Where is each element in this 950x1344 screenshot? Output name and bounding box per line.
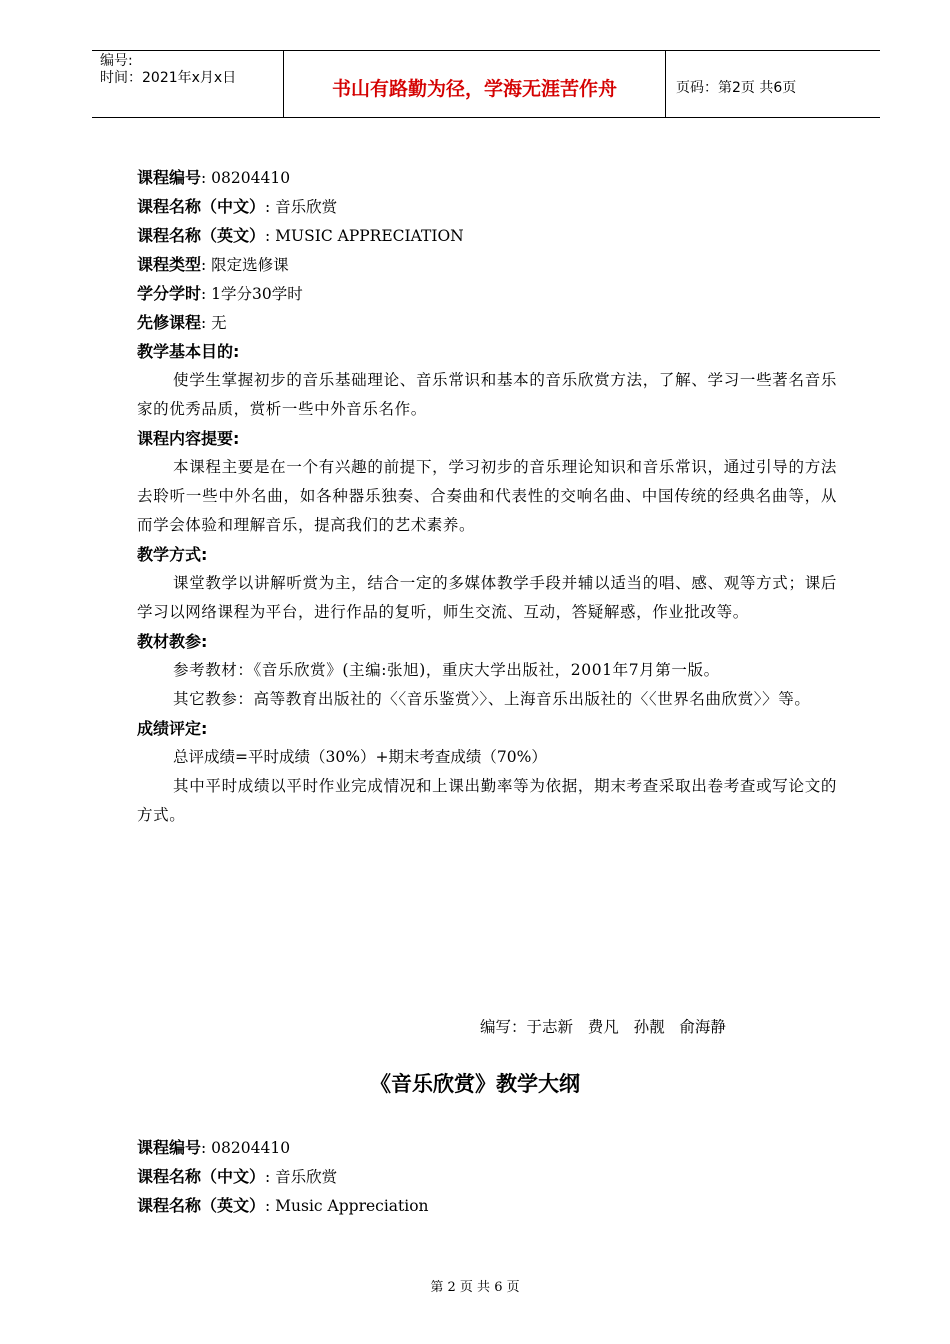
page-footer: 第 2 页 共 6 页: [430, 1280, 520, 1295]
purpose-heading: 教学基本目的:: [137, 342, 240, 361]
grading-text: 其中平时成绩以平时作业完成情况和上课出勤率等为依据，期末考查采取出卷考查或写论文的方式。: [137, 777, 837, 824]
course2-name-cn-row: [137, 1162, 837, 1191]
doc-number-label: 编号:: [100, 53, 133, 69]
course-name-cn-label: 课程名称（中文）: [137, 197, 266, 216]
course-name-en-row: [137, 221, 837, 250]
course-code-label: 课程编号: [137, 168, 202, 187]
course-code-row: [137, 163, 837, 192]
course-type-label: 课程类型: [137, 255, 202, 274]
course2-code-row: [137, 1133, 837, 1162]
summary-heading: 课程内容提要:: [137, 429, 240, 448]
method-text: 课堂教学以讲解听赏为主，结合一定的多媒体教学手段并辅以适当的唱、感、观等方式；课后学习以网络课程为平台，进行作品的复听，师生交流、互动，答疑解惑，作业批改等。: [137, 574, 837, 621]
header-page-info: 页码：第2页 共6页: [676, 80, 797, 96]
course-credits-value: : 1学分30学时: [201, 285, 303, 303]
syllabus-title: 《音乐欣赏》教学大纲: [370, 1072, 580, 1096]
grading-heading: 成绩评定:: [137, 719, 208, 738]
course-type-row: [137, 250, 837, 279]
materials-other: 其它教参：高等教育出版社的〈〈音乐鉴赏〉〉、上海音乐出版社的〈〈世界名曲欣赏〉〉等。: [173, 690, 811, 708]
course-credits-row: [137, 279, 837, 308]
summary-text: 本课程主要是在一个有兴趣的前提下，学习初步的音乐理论知识和音乐常识，通过引导的方法去聆听一些中外名曲，如各种器乐独奏、合奏曲和代表性的交响名曲、中国传统的经典名曲等，从而学会体验和理解音乐，提高我们的艺术素养。: [137, 458, 837, 534]
course2-name-cn-label: 课程名称（中文）: [137, 1167, 266, 1186]
method-heading: 教学方式:: [137, 545, 208, 564]
course-credits-label: 学分学时: [137, 284, 202, 303]
grading-formula: 总评成绩=平时成绩（30%）+期末考查成绩（70%）: [173, 748, 547, 766]
course2-name-en-label: 课程名称（英文）: [137, 1196, 266, 1215]
header-motto: 书山有路勤为径，学海无涯苦作舟: [284, 51, 666, 117]
course-name-cn-row: [137, 192, 837, 221]
course2-code-value: : 08204410: [201, 1139, 291, 1157]
materials-reference: 参考教材：《音乐欣赏》(主编:张旭)，重庆大学出版社，2001年7月第一版。: [173, 661, 720, 679]
page-header: [92, 50, 880, 118]
purpose-text: 使学生掌握初步的音乐基础理论、音乐常识和基本的音乐欣赏方法，了解、学习一些著名音乐家的优秀品质，赏析一些中外音乐名作。: [137, 371, 837, 418]
course-code-value: : 08204410: [201, 169, 291, 187]
course2-name-en-row: [137, 1191, 837, 1220]
course-syllabus-2: [137, 1133, 837, 1220]
course-syllabus: [137, 163, 837, 830]
authors-line: 编写：于志新 费凡 孙靓 俞海静: [480, 1018, 726, 1036]
course-name-en-label: 课程名称（英文）: [137, 226, 266, 245]
course2-code-label: 课程编号: [137, 1138, 202, 1157]
course-prereq-label: 先修课程: [137, 313, 202, 332]
course2-name-en-value: : Music Appreciation: [265, 1197, 429, 1215]
course-type-value: : 限定选修课: [201, 256, 289, 274]
course-prereq-row: [137, 308, 837, 337]
course-prereq-value: : 无: [201, 314, 227, 332]
header-meta: [92, 51, 284, 117]
course-name-en-value: : MUSIC APPRECIATION: [265, 227, 464, 245]
course-name-cn-value: : 音乐欣赏: [265, 198, 338, 216]
materials-heading: 教材教参:: [137, 632, 208, 651]
doc-time: 时间：2021年x月x日: [100, 70, 237, 86]
course2-name-cn-value: : 音乐欣赏: [265, 1168, 338, 1186]
